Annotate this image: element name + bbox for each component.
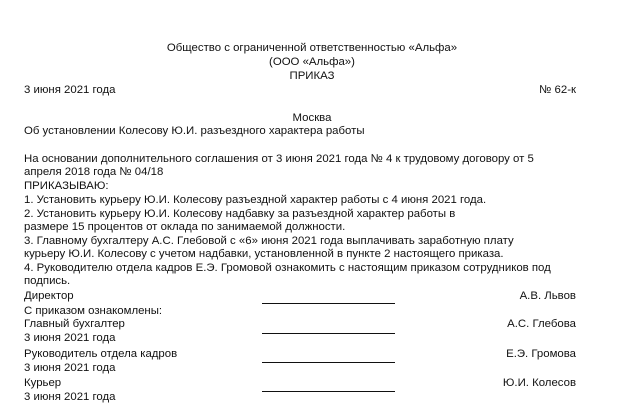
signer-date-accountant: 3 июня 2021 года xyxy=(24,332,116,344)
order-date: 3 июня 2021 года xyxy=(24,84,116,96)
order-item-3-line-1: 3. Главному бухгалтеру А.С. Глебовой с «6» июня 2021 года выплачивать заработную плату xyxy=(24,235,514,247)
signature-line-accountant xyxy=(262,333,395,334)
order-word: ПРИКАЗЫВАЮ: xyxy=(24,180,109,192)
signer-name-accountant: А.С. Глебова xyxy=(507,318,576,330)
order-number: № 62-к xyxy=(539,84,576,96)
signer-name-hr-head: Е.Э. Громова xyxy=(506,348,576,360)
order-item-4-line-1: 4. Руководителю отдела кадров Е.Э. Громовой ознакомить с настоящим приказом сотрудников под xyxy=(24,262,551,274)
order-item-2-line-2: размере 15 процентов от оклада по занимаемой должности. xyxy=(24,221,346,233)
signer-name-courier: Ю.И. Колесов xyxy=(502,377,576,389)
order-subject: Об установлении Колесову Ю.И. разъездного характера работы xyxy=(24,125,365,137)
document-type: ПРИКАЗ xyxy=(289,70,335,82)
director-name: А.В. Львов xyxy=(519,290,576,302)
signer-title-courier: Курьер xyxy=(24,377,62,389)
director-signature-line xyxy=(262,303,395,304)
basis-line-2: апреля 2018 года № 04/18 xyxy=(24,166,164,178)
org-short-name: (ООО «Альфа») xyxy=(269,56,355,68)
signature-line-hr-head xyxy=(262,362,395,363)
signer-title-accountant: Главный бухгалтер xyxy=(24,318,125,330)
order-item-3-line-2: курьеру Ю.И. Колесову с учетом надбавки, установленной в пункте 2 настоящего приказа. xyxy=(24,248,504,260)
order-item-2-line-1: 2. Установить курьеру Ю.И. Колесову надбавку за разъездной характер работы в xyxy=(24,208,456,220)
acquainted-label: С приказом ознакомлены: xyxy=(24,305,163,317)
signer-date-hr-head: 3 июня 2021 года xyxy=(24,362,116,374)
basis-line-1: На основании дополнительного соглашения от 3 июня 2021 года № 4 к трудовому договору от 5 xyxy=(24,153,534,165)
director-title: Директор xyxy=(24,290,74,302)
signer-date-courier: 3 июня 2021 года xyxy=(24,391,116,403)
signature-line-courier xyxy=(262,391,395,392)
order-item-4-line-2: подпись. xyxy=(24,275,71,287)
org-full-name: Общество с ограниченной ответственностью «Альфа» xyxy=(166,42,458,54)
order-city: Москва xyxy=(292,112,332,124)
order-item-1: 1. Установить курьеру Ю.И. Колесову разъездной характер работы с 4 июня 2021 года. xyxy=(24,194,487,206)
signer-title-hr-head: Руководитель отдела кадров xyxy=(24,348,178,360)
